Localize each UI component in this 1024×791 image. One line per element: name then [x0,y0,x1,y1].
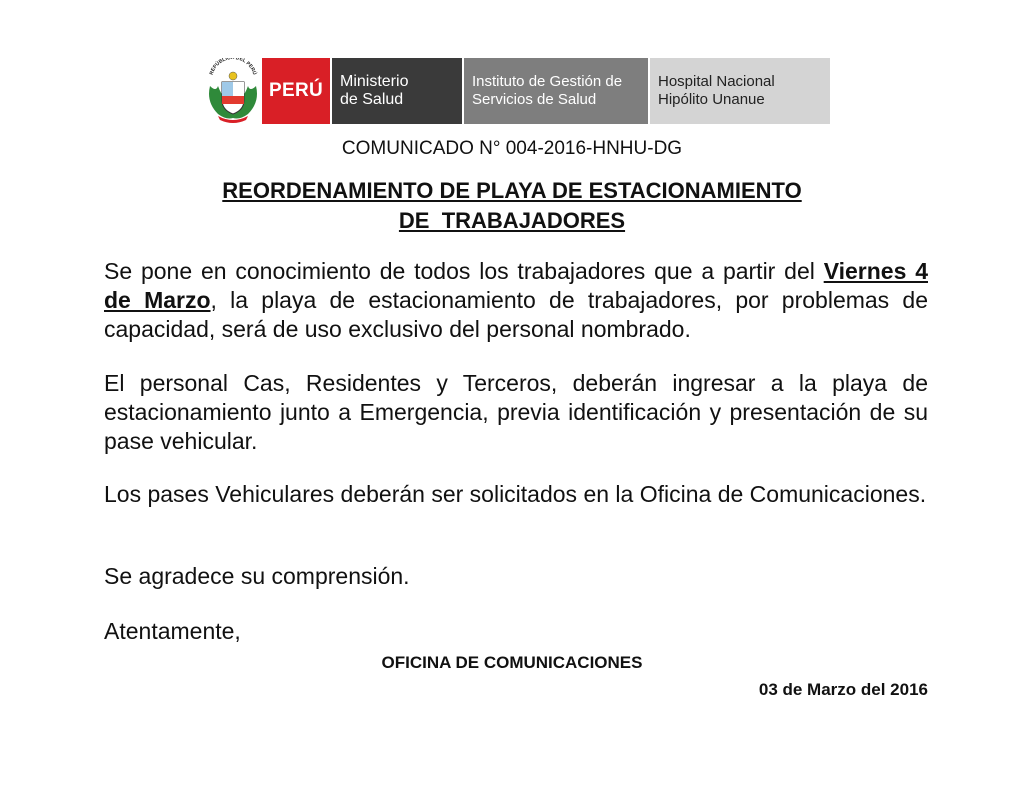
paragraph-1 [104,257,928,344]
igss-line-2: Servicios de Salud [472,91,597,108]
hospital-line-1: Hospital Nacional [658,73,775,90]
igss-block [462,58,648,124]
igss-line-1: Instituto de Gestión de [472,73,623,90]
comunicado-number: COMUNICADO N° 004-2016-HNHU-DG [341,138,683,159]
minsa-line-2: de Salud [340,91,404,108]
title-line-2: DE TRABAJADORES [398,208,626,233]
seal-text: REPÚBLICA DEL PERÚ [208,58,258,76]
office-signature: OFICINA DE COMUNICACIONES [381,653,643,672]
minsa-line-1: Ministerio [340,73,409,90]
document-title [0,176,1024,236]
paragraph-2: El personal Cas, Residentes y Terceros, deberán ingresar a la playa de estacionamiento junto a Emergencia, previa identificación y presentación de su pase vehicular. [104,370,928,454]
closing-salutation: Atentamente, [104,618,241,644]
hospital-line-2: Hipólito Unanue [658,91,765,108]
institutional-header [204,58,830,124]
paragraph-1-end: , la playa de estacionamiento de trabajadores, por problemas de capacidad, será de uso exclusivo del personal nombrado. [104,287,929,342]
paragraph-4: Se agradece su comprensión. [104,563,410,589]
title-line-1: REORDENAMIENTO DE PLAYA DE ESTACIONAMIENTO [222,178,802,203]
ministerio-de-salud-block [330,58,462,124]
hospital-block [648,58,830,124]
date-highlight: Viernes 4 de Marzo [104,258,928,313]
paragraph-1-start: Se pone en conocimiento de todos los trabajadores que a partir del [104,258,824,284]
document-date: 03 de Marzo del 2016 [758,680,928,699]
national-seal-icon [204,58,262,124]
peru-logo: PERÚ [262,58,330,124]
paragraph-3: Los pases Vehiculares deberán ser solicitados en la Oficina de Comunicaciones. [104,481,927,507]
